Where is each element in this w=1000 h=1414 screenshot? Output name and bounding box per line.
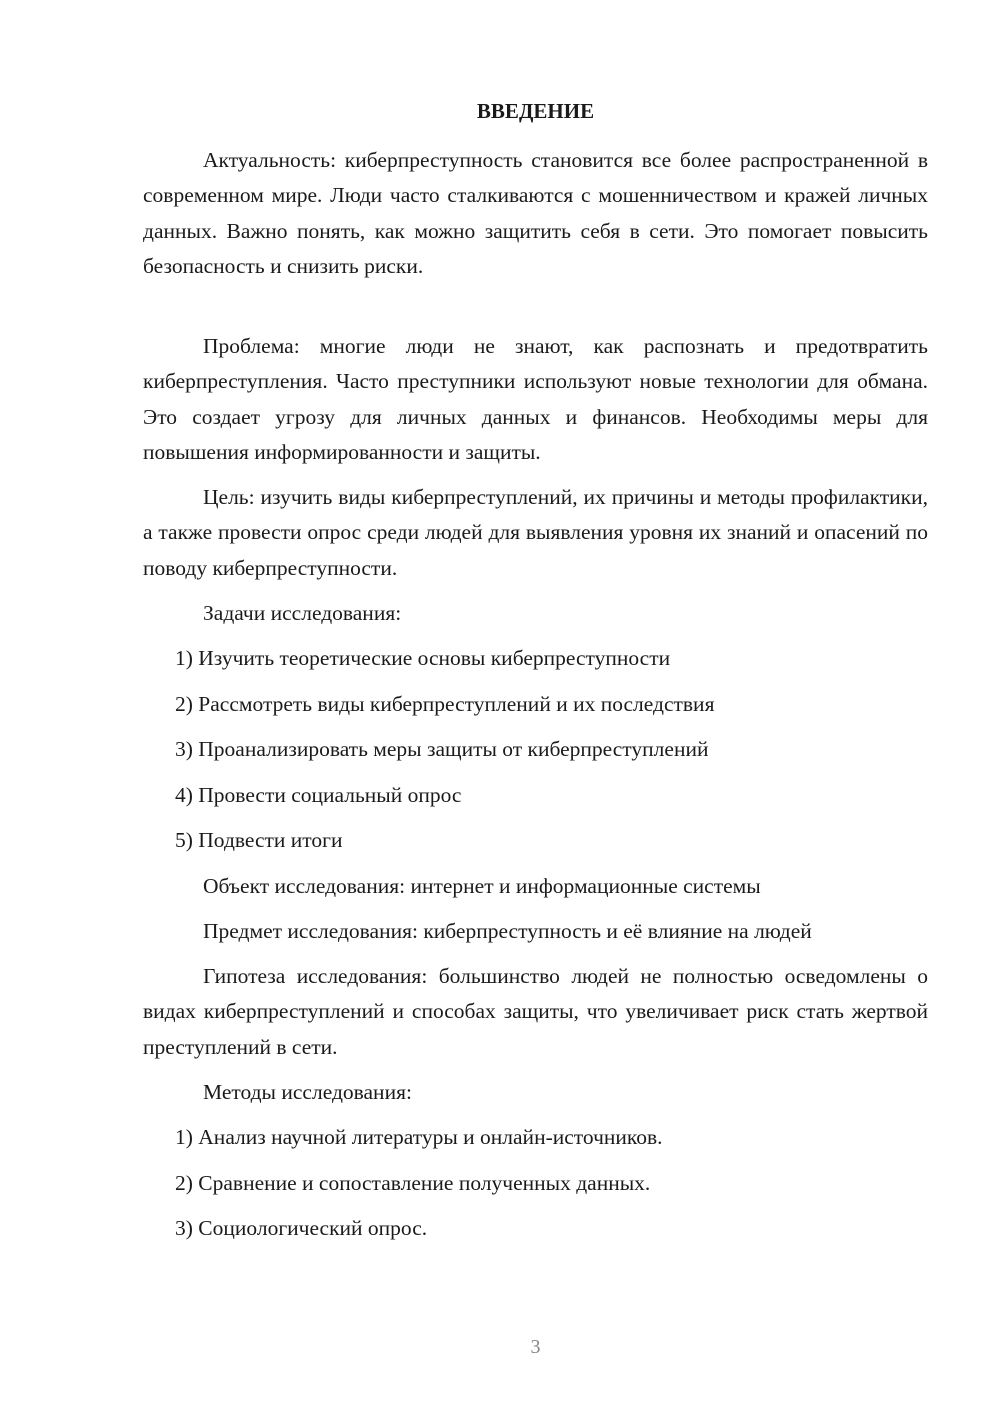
page-number: 3 bbox=[530, 1336, 541, 1358]
task-item: 4) Провести социальный опрос bbox=[175, 783, 462, 807]
problem-paragraph: Проблема: многие люди не знают, как распознать и предотвратить киберпреступления. Часто преступники используют новые технологии для обмана. Это создает угрозу для личных данных и финансов. Необходимы меры для повышения информированности и защиты. bbox=[143, 334, 928, 464]
methods-heading: Методы исследования: bbox=[203, 1080, 412, 1104]
task-item: 5) Подвести итоги bbox=[175, 828, 343, 852]
relevance-paragraph: Актуальность: киберпреступность становится все более распространенной в современном мире. Люди часто сталкиваются с мошенничеством и кражей личных данных. Важно понять, как можно защитить себя в сети. Это помогает повысить безопасность и снизить риски. bbox=[143, 148, 928, 278]
task-item: 1) Изучить теоретические основы киберпреступности bbox=[175, 646, 671, 670]
hypothesis-paragraph: Гипотеза исследования: большинство людей не полностью осведомлены о видах киберпреступлений и способах защиты, что увеличивает риск стать жертвой преступлений в сети. bbox=[143, 964, 928, 1059]
goal-paragraph: Цель: изучить виды киберпреступлений, их причины и методы профилактики, а также провести опрос среди людей для выявления уровня их знаний и опасений по поводу киберпреступности. bbox=[143, 485, 928, 580]
task-item: 2) Рассмотреть виды киберпреступлений и их последствия bbox=[175, 692, 715, 716]
subject-paragraph: Предмет исследования: киберпреступность и её влияние на людей bbox=[203, 919, 812, 943]
tasks-heading: Задачи исследования: bbox=[203, 601, 402, 625]
method-item: 2) Сравнение и сопоставление полученных данных. bbox=[175, 1171, 651, 1195]
method-item: 1) Анализ научной литературы и онлайн-источников. bbox=[175, 1125, 663, 1149]
document-page bbox=[143, 0, 928, 1414]
object-paragraph: Объект исследования: интернет и информационные системы bbox=[203, 874, 761, 898]
task-item: 3) Проанализировать меры защиты от киберпреступлений bbox=[175, 737, 709, 761]
method-item: 3) Социологический опрос. bbox=[175, 1216, 428, 1240]
page-title: ВВЕДЕНИЕ bbox=[476, 99, 595, 123]
